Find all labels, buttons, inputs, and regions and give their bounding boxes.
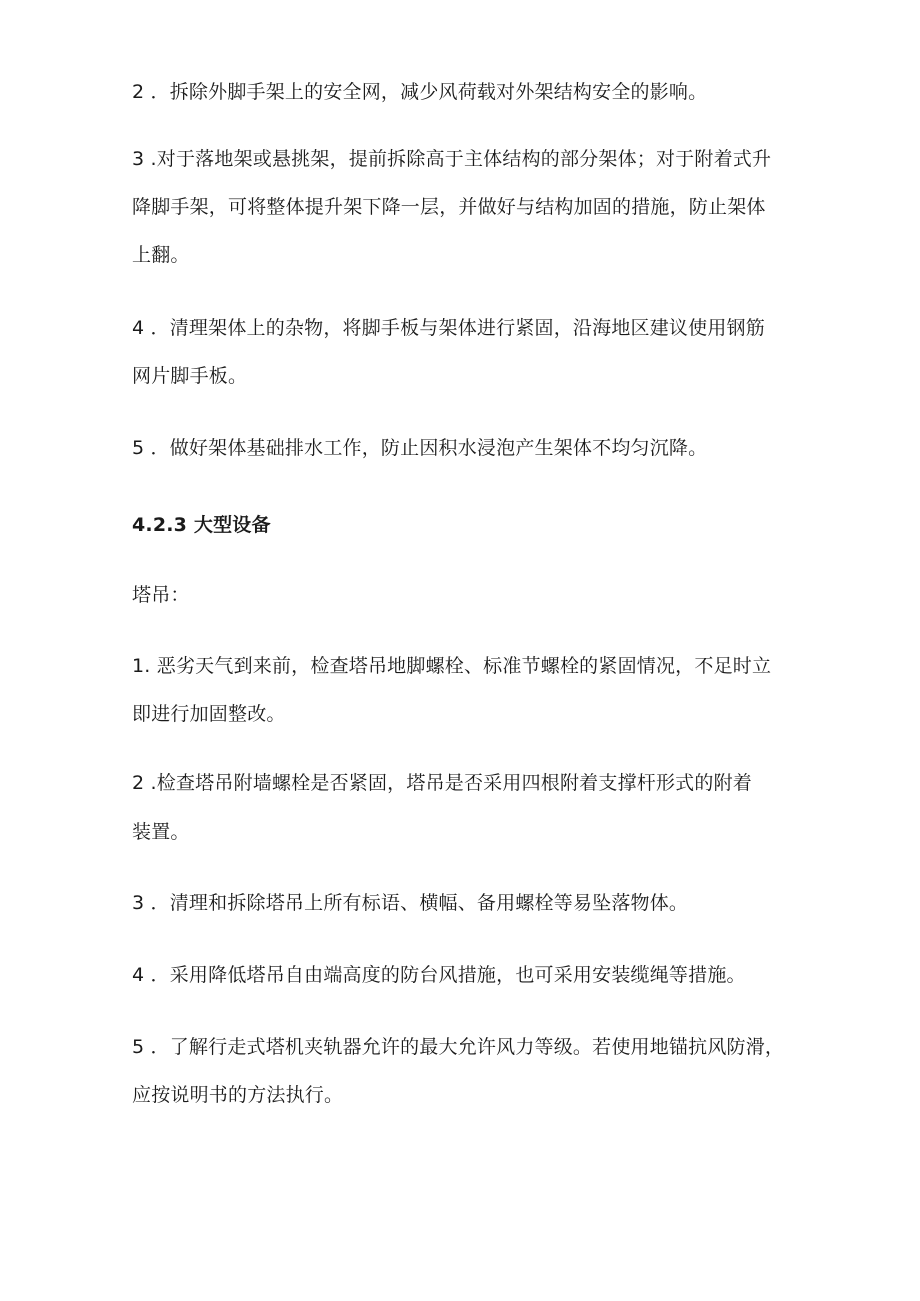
section-heading: 4.2.3 大型设备: [132, 514, 271, 536]
text-line: 降脚手架，可将整体提升架下降一层，并做好与结构加固的措施，防止架体: [132, 196, 766, 218]
text-line: 塔吊：: [132, 584, 190, 606]
text-line: 5 ．做好架体基础排水工作，防止因积水浸泡产生架体不均匀沉降。: [132, 437, 708, 459]
text-line: 网片脚手板。: [132, 365, 248, 387]
text-line: 4 ．清理架体上的杂物，将脚手板与架体进行紧固，沿海地区建议使用钢筋: [132, 317, 765, 339]
text-line: 2 .检查塔吊附墙螺栓是否紧固，塔吊是否采用四根附着支撑杆形式的附着: [132, 772, 752, 794]
text-line: 3 ．清理和拆除塔吊上所有标语、横幅、备用螺栓等易坠落物体。: [132, 892, 689, 914]
text-line: 2 ．拆除外脚手架上的安全网，减少风荷载对外架结构安全的影响。: [132, 81, 708, 103]
text-line: 3 .对于落地架或悬挑架，提前拆除高于主体结构的部分架体；对于附着式升: [132, 148, 772, 170]
text-line: 4 ．采用降低塔吊自由端高度的防台风措施，也可采用安装缆绳等措施。: [132, 964, 746, 986]
text-line: 装置。: [132, 821, 190, 843]
text-line: 即进行加固整改。: [132, 703, 286, 725]
text-line: 应按说明书的方法执行。: [132, 1084, 344, 1106]
text-line: 1. 恶劣天气到来前，检查塔吊地脚螺栓、标准节螺栓的紧固情况，不足时立: [132, 655, 772, 677]
text-line: 5 ．了解行走式塔机夹轨器允许的最大允许风力等级。若使用地锚抗风防滑，: [132, 1036, 785, 1058]
text-line: 上翻。: [132, 244, 190, 266]
